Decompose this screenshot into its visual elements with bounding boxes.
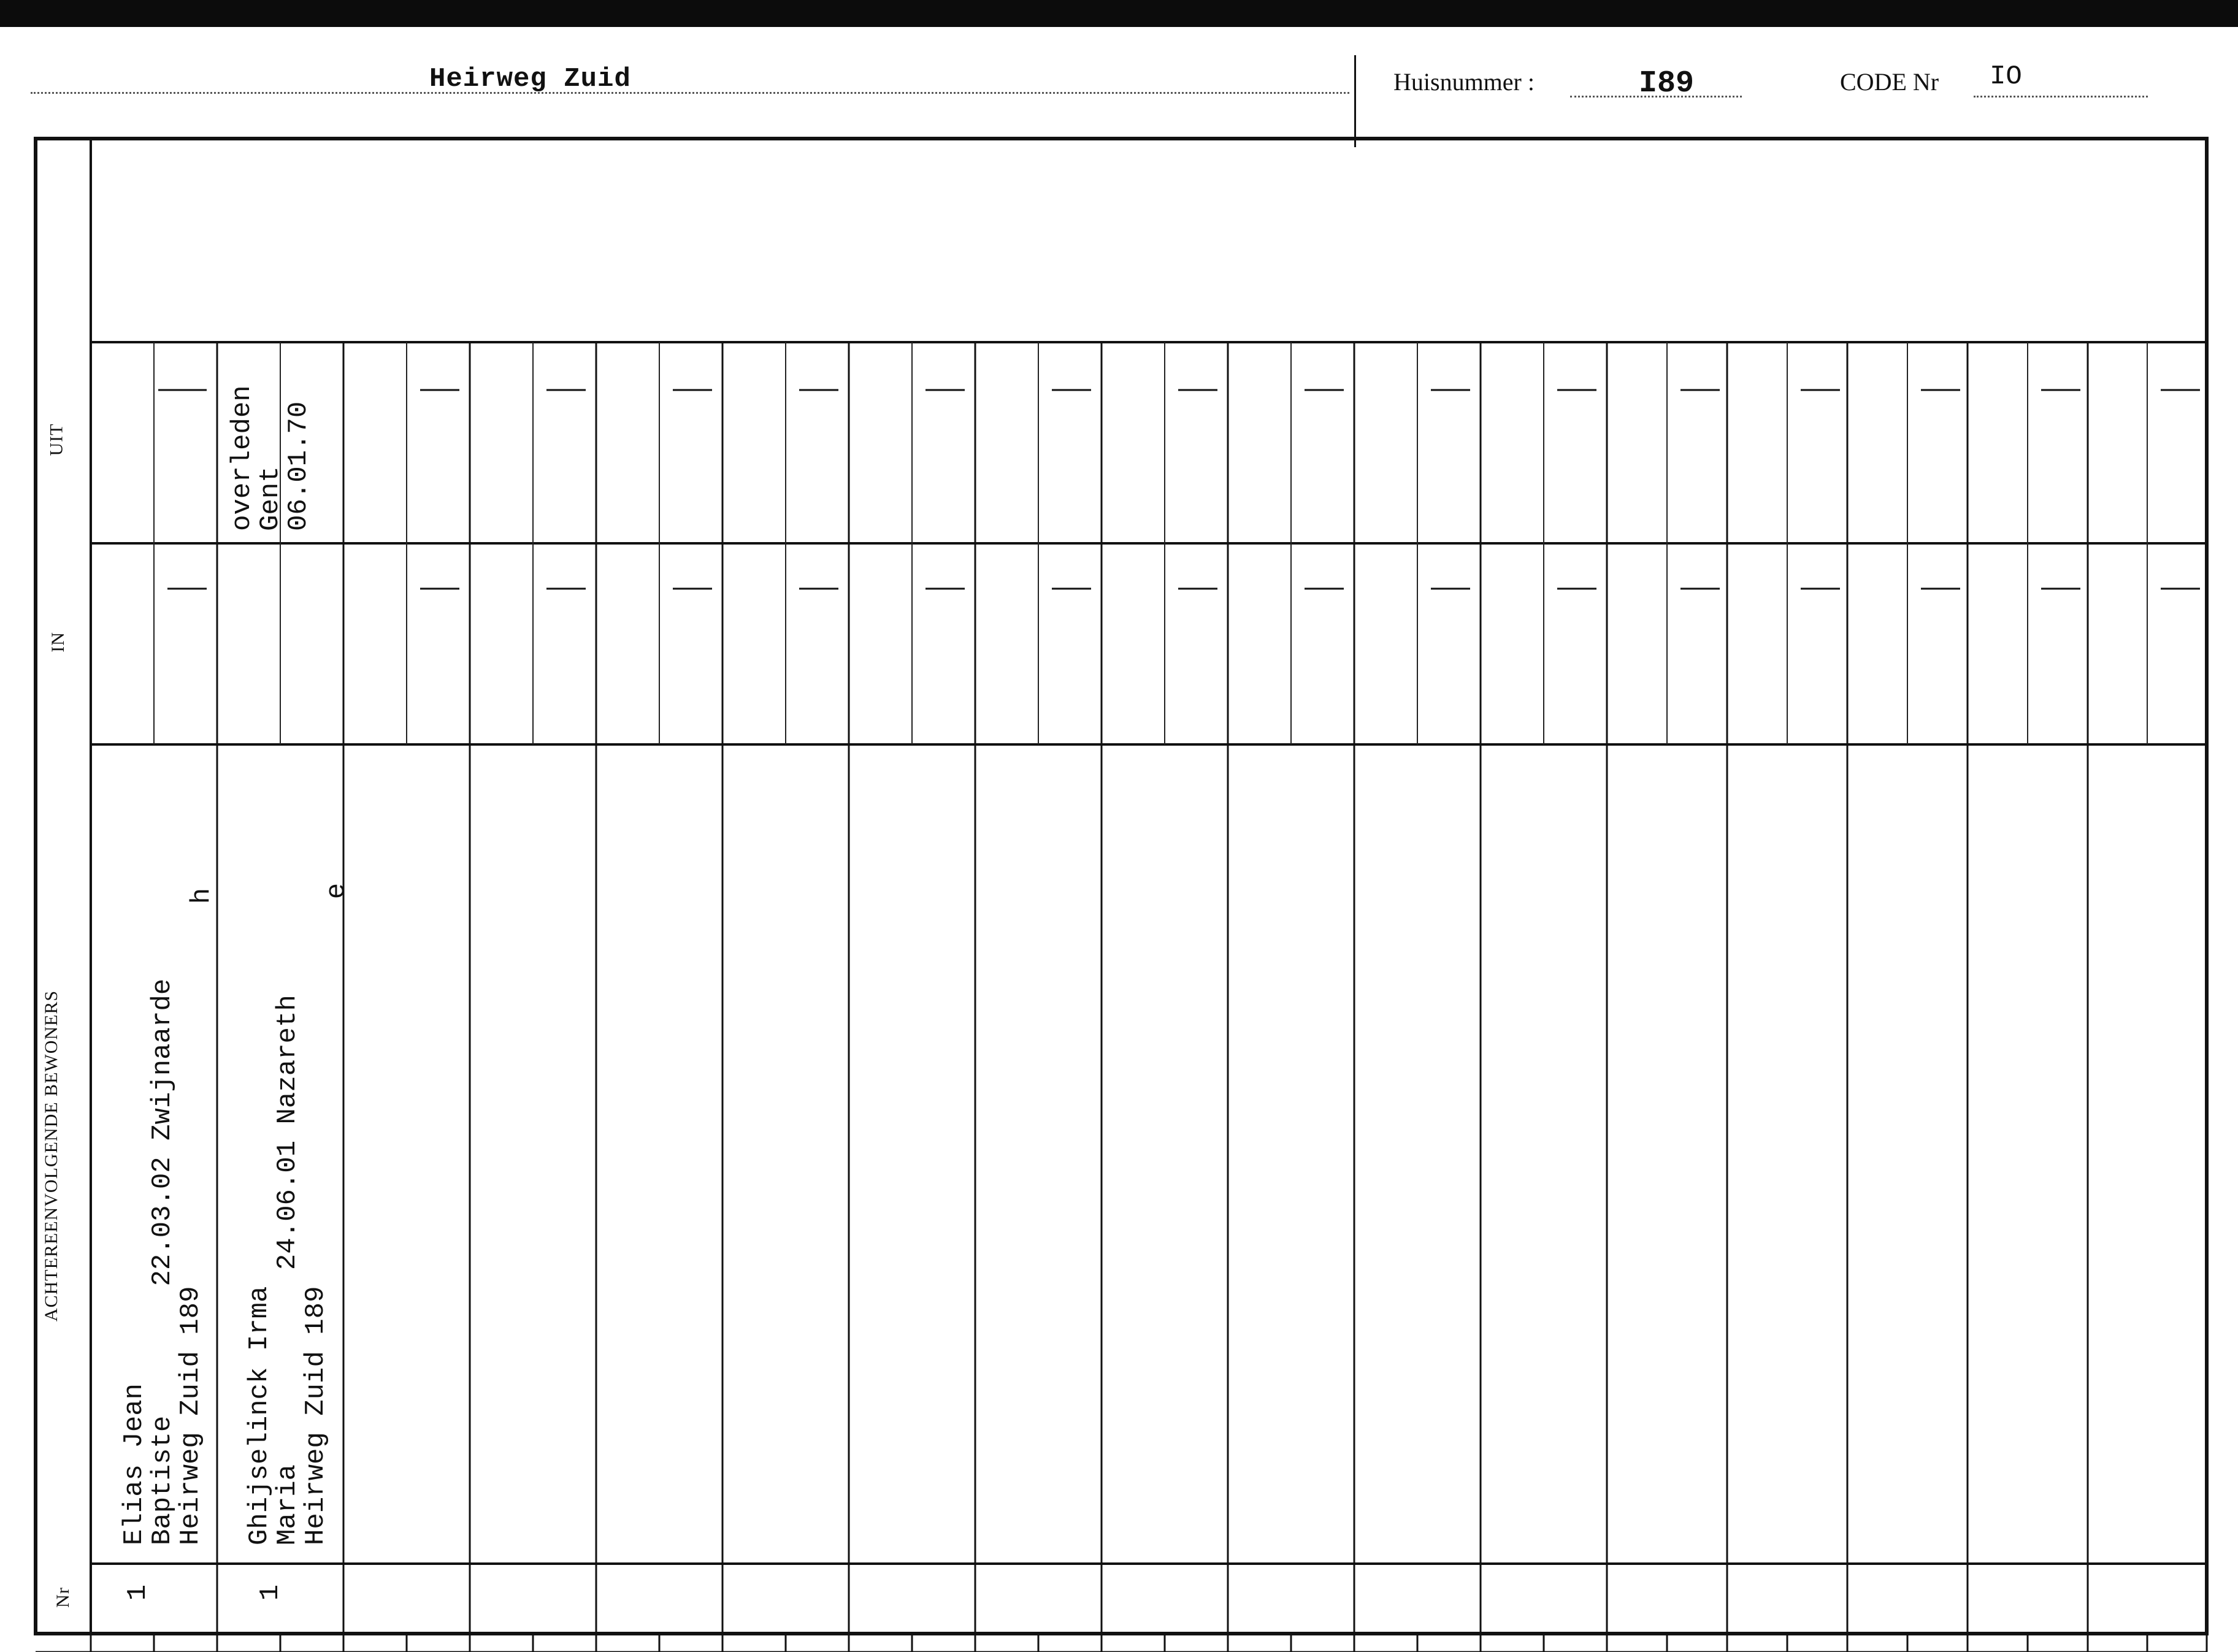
handwritten-mark-e: e xyxy=(321,882,353,900)
house-number-value: I89 xyxy=(1639,66,1695,101)
code-value: IO xyxy=(1990,61,2022,92)
entry-number-1: 1 xyxy=(123,1584,154,1601)
resident-entry-1: Elias Jean Baptiste 22.03.02 Zwijnaarde Heirweg Zuid 189 xyxy=(119,978,207,1545)
handwritten-mark-h: h xyxy=(186,887,218,904)
street-name: Heirweg Zuid xyxy=(429,64,631,94)
departure-note-2: overleden Gent 06.01.70 xyxy=(227,385,315,531)
entry-number-2: 1 xyxy=(255,1584,286,1601)
resident-entry-2: Ghijselinck Irma Maria 24.06.01 Nazareth Heirweg Zuid 189 xyxy=(244,995,332,1545)
residents-row-label: ACHTEREENVOLGENDE BEWONERS xyxy=(41,990,62,1322)
house-number-label: Huisnummer : xyxy=(1393,68,1535,96)
uit-row-label: UIT xyxy=(46,423,67,456)
code-label: CODE Nr xyxy=(1840,68,1939,96)
nr-row-label: Nr xyxy=(52,1587,73,1608)
in-row-label: IN xyxy=(47,632,68,652)
